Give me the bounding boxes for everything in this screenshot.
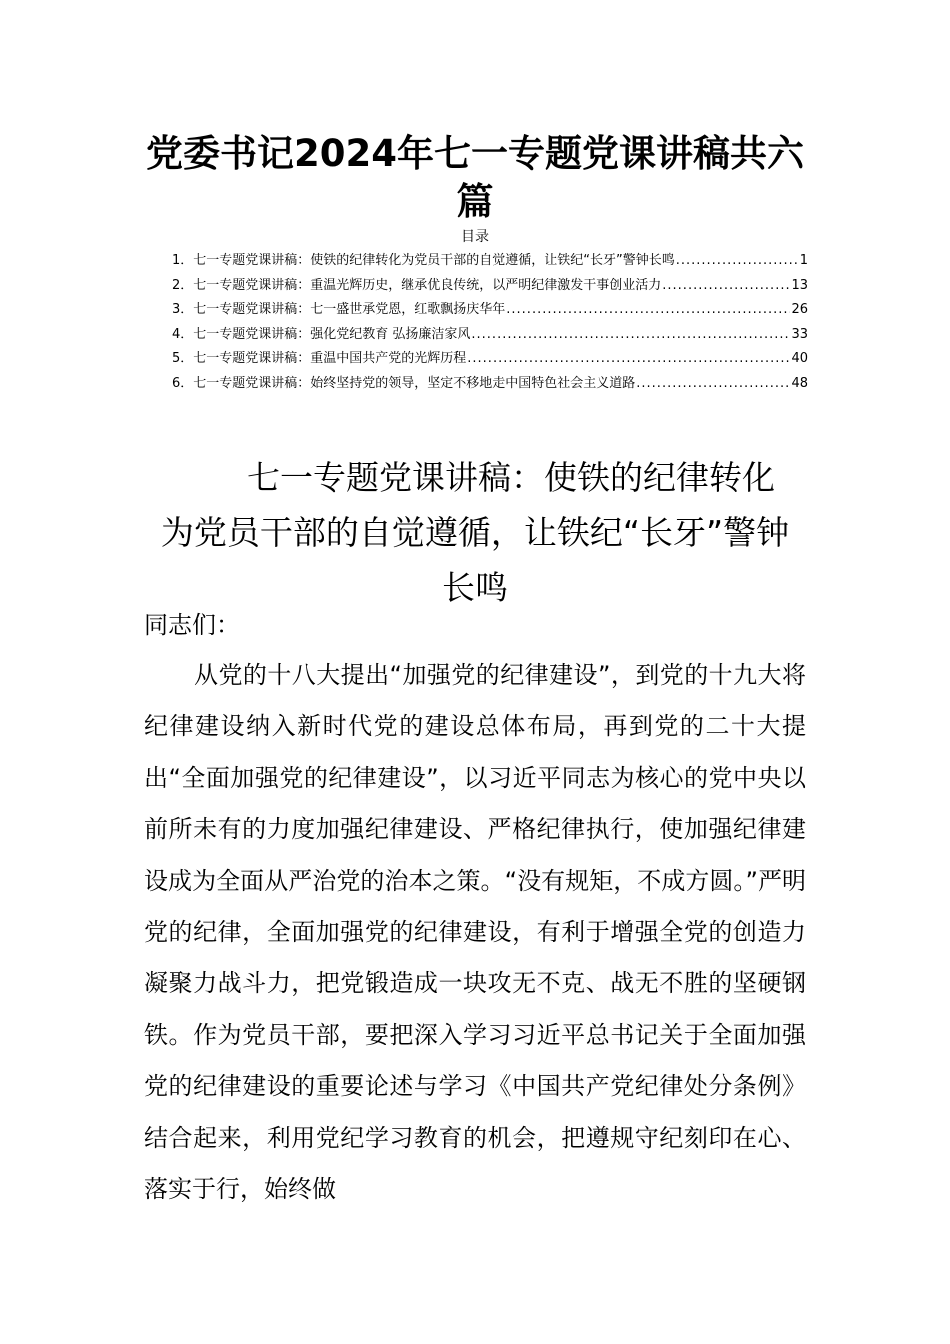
toc-entry-text: 5．七一专题党课讲稿：重温中国共产党的光辉历程 bbox=[172, 351, 467, 366]
toc-entry-text: 4．七一专题党课讲稿：强化党纪教育 弘扬廉洁家风 bbox=[172, 326, 471, 342]
toc-leader-dots bbox=[676, 252, 799, 270]
toc-entry[interactable] bbox=[172, 350, 808, 375]
section-title-line: 七一专题党课讲稿：使铁的纪律转化 bbox=[247, 458, 775, 497]
toc-entry-page: 48 bbox=[791, 375, 808, 391]
toc-leader-dots bbox=[467, 350, 790, 368]
toc-entry-page: 33 bbox=[791, 326, 808, 342]
toc-leader-dots bbox=[471, 326, 790, 344]
toc-leader-dots bbox=[636, 375, 790, 393]
toc-entry[interactable] bbox=[172, 375, 808, 400]
toc-entry-text: 2．七一专题党课讲稿：重温光辉历史，继承优良传统，以严明纪律激发干事创业活力 bbox=[172, 277, 662, 293]
toc-entry-page: 1 bbox=[799, 253, 808, 268]
toc-leader-dots bbox=[662, 277, 790, 295]
section-title bbox=[142, 450, 808, 615]
toc-entry-text: 6．七一专题党课讲稿：始终坚持党的领导，坚定不移地走中国特色社会主义道路 bbox=[172, 375, 636, 391]
toc-entry-page: 13 bbox=[791, 277, 808, 293]
section-title-line: 长鸣 bbox=[442, 568, 508, 607]
toc-entry[interactable] bbox=[172, 301, 808, 326]
salutation: 同志们： bbox=[144, 611, 240, 639]
section-title-line: 为党员干部的自觉遵循，让铁纪“长牙”警钟 bbox=[160, 513, 790, 552]
toc-entry-page: 26 bbox=[791, 302, 808, 317]
body-paragraph: 从党的十八大提出“加强党的纪律建设”，到党的十九大将纪律建设纳入新时代党的建设总体布局，再到党的二十大提出“全面加强党的纪律建设”，以习近平同志为核心的党中央以前所未有的力度加强纪律建设、严格纪律执行，使加强纪律建设成为全面从严治党的治本之策。“没有规矩，不成方圆。”严明党的纪律，全面加强党的纪律建设，有利于增强全党的创造力凝聚力战斗力，把党锻造成一块攻无不克、战无不胜的坚硬钢铁。作为党员干部，要把深入学习习近平总书记关于全面加强党的纪律建设的重要论述与学习《中国共产党纪律处分条例》结合起来，利用党纪学习教育的机会，把遵规守纪刻印在心、落实于行，始终做 bbox=[144, 661, 806, 1204]
toc-heading: 目录 bbox=[461, 229, 489, 245]
document-title: 党委书记2024年七一专题党课讲稿共六篇 bbox=[146, 132, 804, 223]
toc-entry[interactable] bbox=[172, 277, 808, 302]
toc-entry[interactable] bbox=[172, 326, 808, 351]
toc-entry-page: 40 bbox=[791, 351, 808, 366]
toc-entry-text: 1．七一专题党课讲稿：使铁的纪律转化为党员干部的自觉遵循，让铁纪“长牙”警钟长鸣 bbox=[172, 253, 675, 268]
toc-entry-text: 3．七一专题党课讲稿：七一盛世承党恩，红歌飘扬庆华年 bbox=[172, 302, 506, 317]
toc-leader-dots bbox=[506, 301, 790, 319]
table-of-contents bbox=[172, 252, 808, 399]
toc-entry[interactable] bbox=[172, 252, 808, 277]
